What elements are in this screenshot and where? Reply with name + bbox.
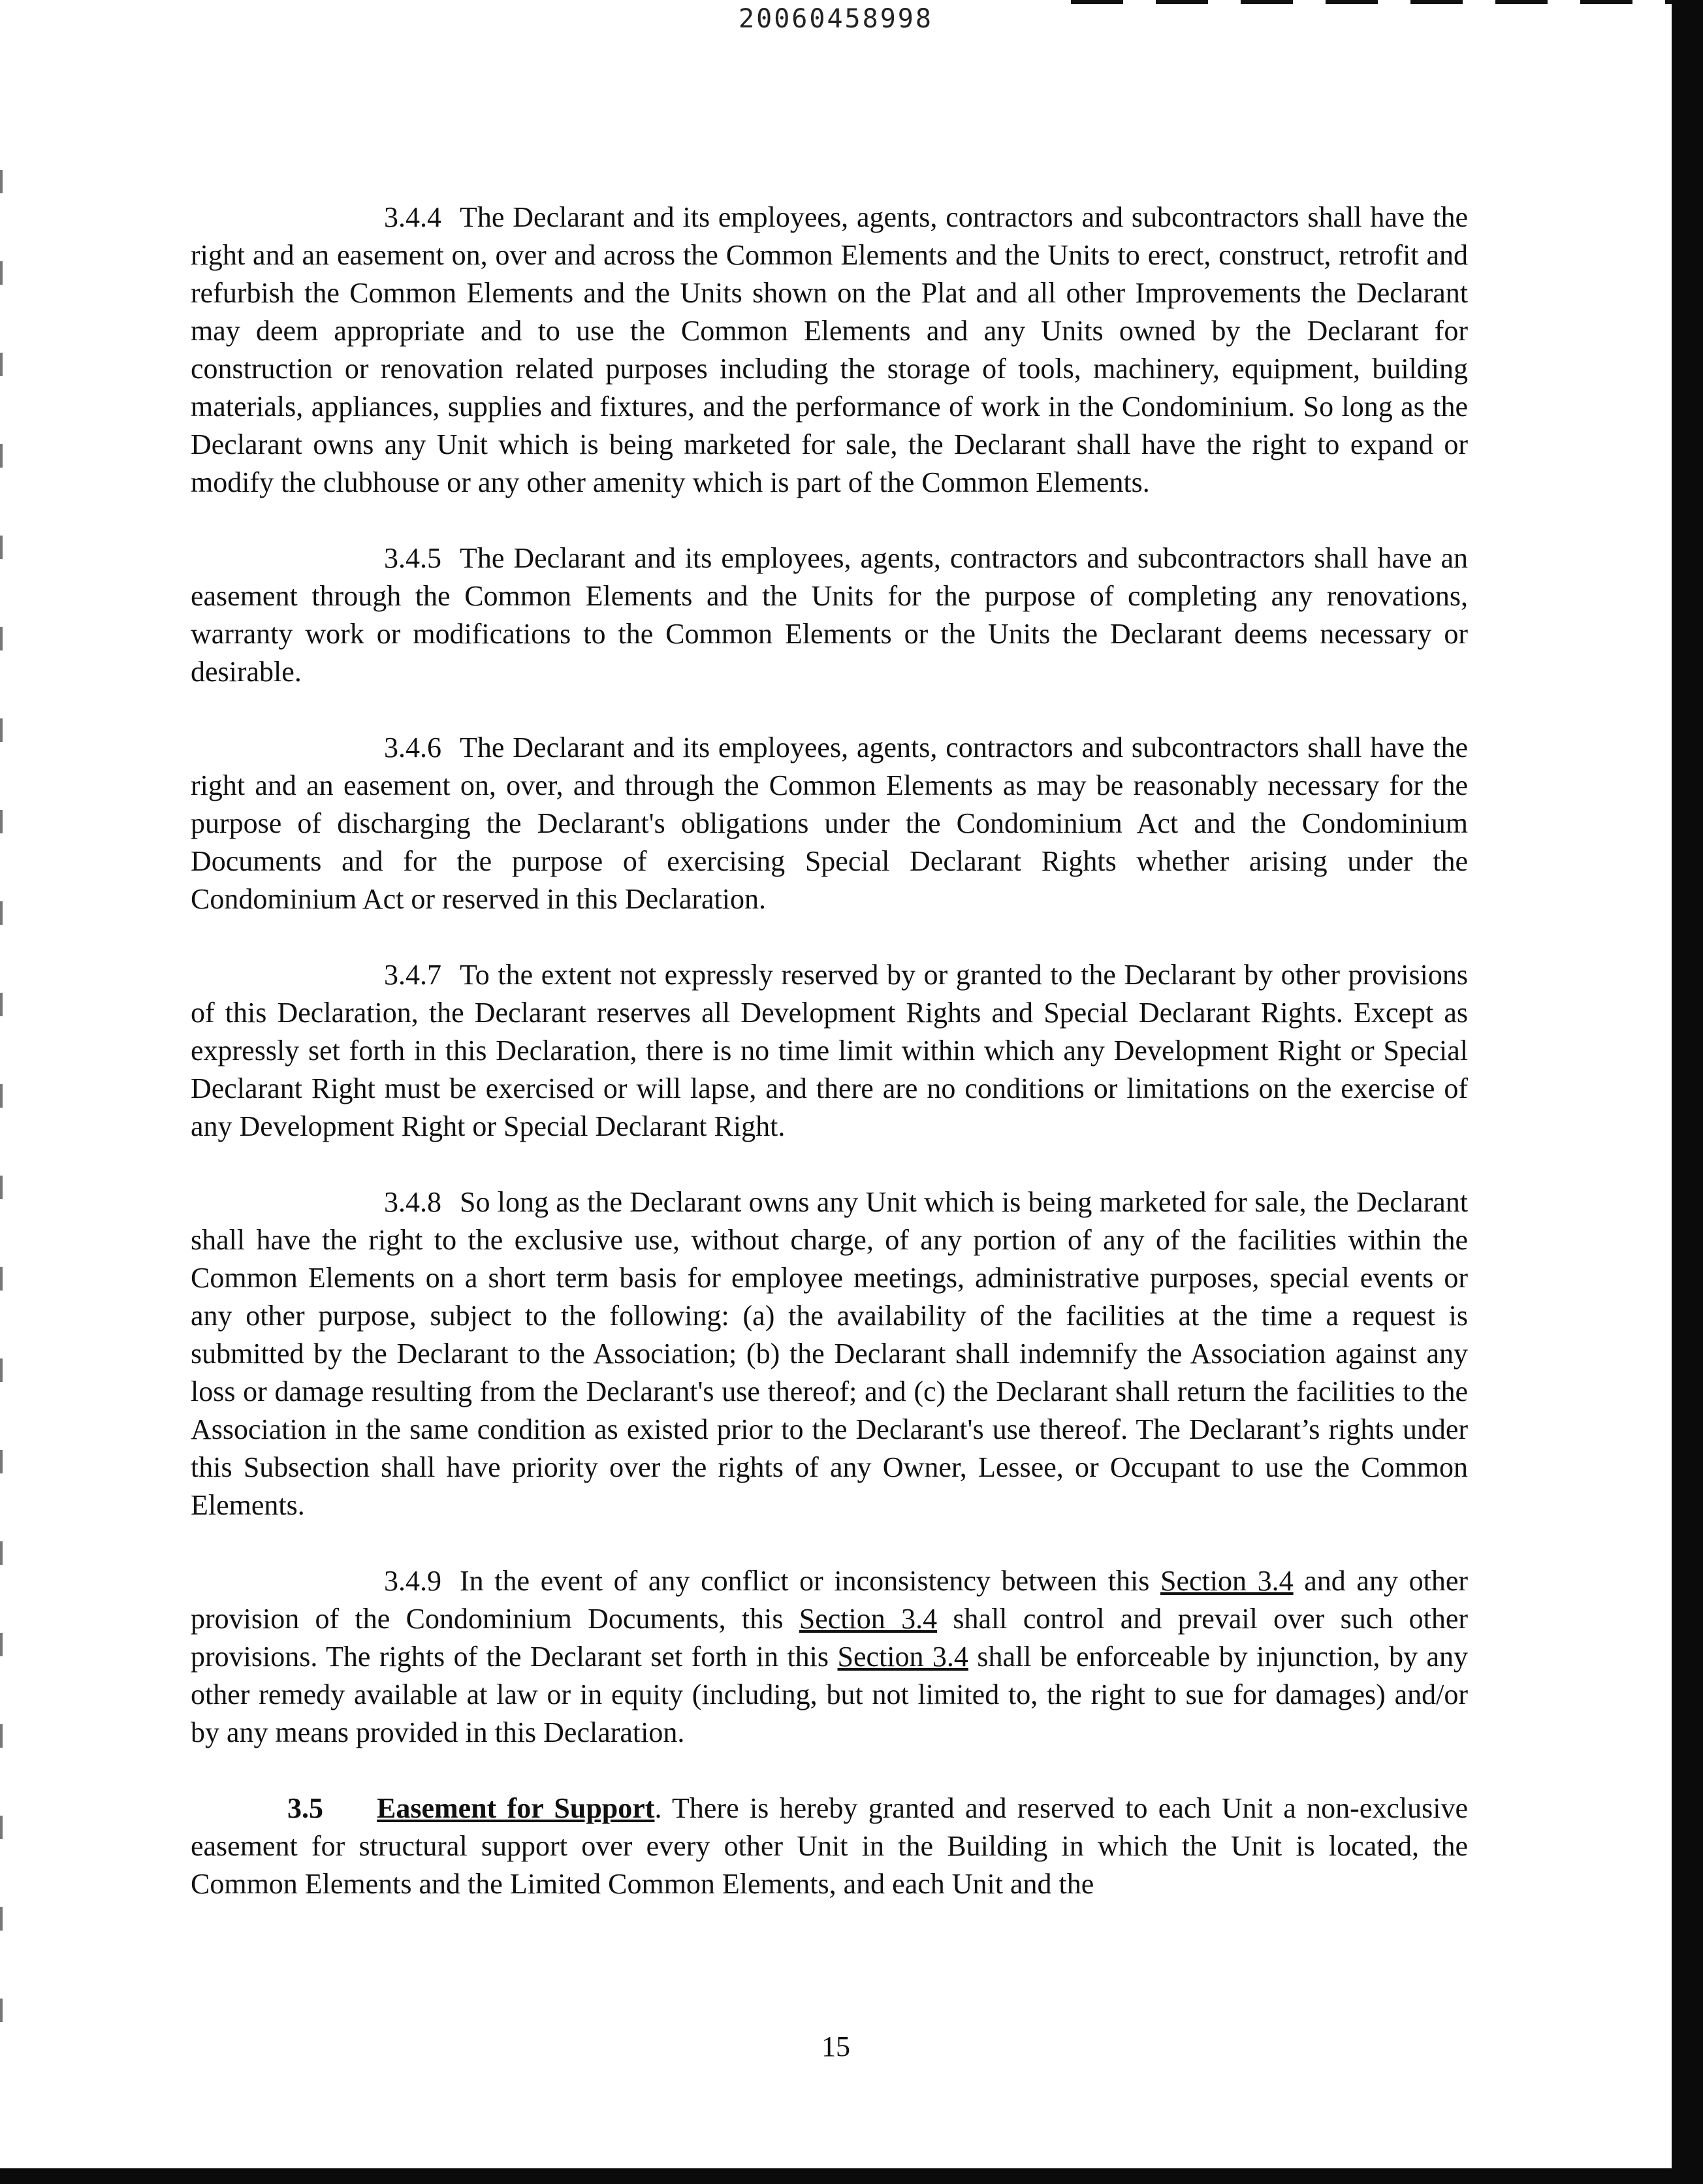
section-3-5	[191, 1790, 1468, 1903]
paragraph-number: 3.4.8	[384, 1186, 441, 1218]
section-reference: Section 3.4	[837, 1641, 968, 1673]
paragraph-text: The Declarant and its employees, agents, contractors and subcontractors shall have the right and an easement on, over, and through the Common Elements as may be reasonably necessary for the purpose of discharging the Declarant's obligations under the Condominium Act and the Condominium Documents and for the purpose of exercising Special Declarant Rights whether arising under the Condominium Act or reserved in this Declaration.	[191, 731, 1468, 915]
paragraph-number: 3.4.6	[384, 731, 441, 763]
paragraph-text: The Declarant and its employees, agents, contractors and subcontractors shall have the right and an easement on, over and across the Common Elements and the Units to erect, construct, retrofit and refurbish the Common Elements and the Units shown on the Plat and all other Improvements the Declarant may deem appropriate and to use the Common Elements and any Units owned by the Declarant for construction or renovation related purposes including the storage of tools, machinery, equipment, building materials, appliances, supplies and fixtures, and the performance of work in the Condominium. So long as the Declarant owns any Unit which is being marketed for sale, the Declarant shall have the right to expand or modify the clubhouse or any other amenity which is part of the Common Elements.	[191, 201, 1468, 498]
paragraph-3-4-7	[191, 956, 1468, 1146]
paragraph-number: 3.4.4	[384, 201, 441, 233]
paragraph-3-4-4	[191, 199, 1468, 502]
paragraph-text-part: and any other provision of the Condominium Documents, this	[191, 1565, 1468, 1635]
section-number: 3.5	[287, 1792, 323, 1824]
section-reference: Section 3.4	[1160, 1565, 1294, 1597]
paragraph-3-4-8	[191, 1183, 1468, 1524]
document-body	[191, 199, 1468, 1941]
page-number: 15	[821, 2031, 850, 2063]
paragraph-text: The Declarant and its employees, agents, contractors and subcontractors shall have an easement through the Common Elements and the Units for the purpose of completing any renovations, warranty work or modifications to the Common Elements or the Units the Declarant deems necessary or desirable.	[191, 542, 1468, 688]
scan-left-edge-marks	[0, 131, 3, 2025]
paragraph-3-4-6	[191, 729, 1468, 918]
paragraph-number: 3.4.5	[384, 542, 441, 574]
paragraph-text-part: In the event of any conflict or inconsistency between this	[460, 1565, 1160, 1597]
paragraph-text-part: shall control and prevail over such other provisions. The rights of the Declarant set forth in this	[191, 1603, 1468, 1673]
section-reference: Section 3.4	[799, 1603, 938, 1635]
paragraph-number: 3.4.7	[384, 959, 441, 991]
section-text: . There is hereby granted and reserved to each Unit a non-exclusive easement for structural support over every other Unit in the Building in which the Unit is located, the Common Elements and the Limited Common Elements, and each Unit and the	[191, 1792, 1468, 1900]
paragraph-3-4-5	[191, 539, 1468, 691]
paragraph-number: 3.4.9	[384, 1565, 441, 1597]
section-title: Easement for Support	[377, 1792, 655, 1824]
scan-bottom-border	[0, 2168, 1703, 2184]
scan-right-border	[1672, 0, 1703, 2184]
document-number: 20060458998	[739, 4, 933, 34]
paragraph-text: To the extent not expressly reserved by or granted to the Declarant by other provisions of this Declaration, the Declarant reserves all Development Rights and Special Declarant Rights. Except as expressly set forth in this Declaration, there is no time limit within which any Development Right or Special Declarant Right must be exercised or will lapse, and there are no conditions or limitations on the exercise of any Development Right or Special Declarant Right.	[191, 959, 1468, 1142]
paragraph-text-part: shall be enforceable by injunction, by any other remedy available at law or in equity (including, but not limited to, the right to sue for damages) and/or by any means provided in this Declaration.	[191, 1641, 1468, 1748]
paragraph-text: So long as the Declarant owns any Unit which is being marketed for sale, the Declarant shall have the right to the exclusive use, without charge, of any portion of any of the facilities within the Common Elements on a short term basis for employee meetings, administrative purposes, special events or any other purpose, subject to the following: (a) the availability of the facilities at the time a request is submitted by the Declarant to the Association; (b) the Declarant shall indemnify the Association against any loss or damage resulting from the Declarant's use thereof; and (c) the Declarant shall return the facilities to the Association in the same condition as existed prior to the Declarant's use thereof. The Declarant’s rights under this Subsection shall have priority over the rights of any Owner, Lessee, or Occupant to use the Common Elements.	[191, 1186, 1468, 1521]
paragraph-3-4-9	[191, 1562, 1468, 1752]
